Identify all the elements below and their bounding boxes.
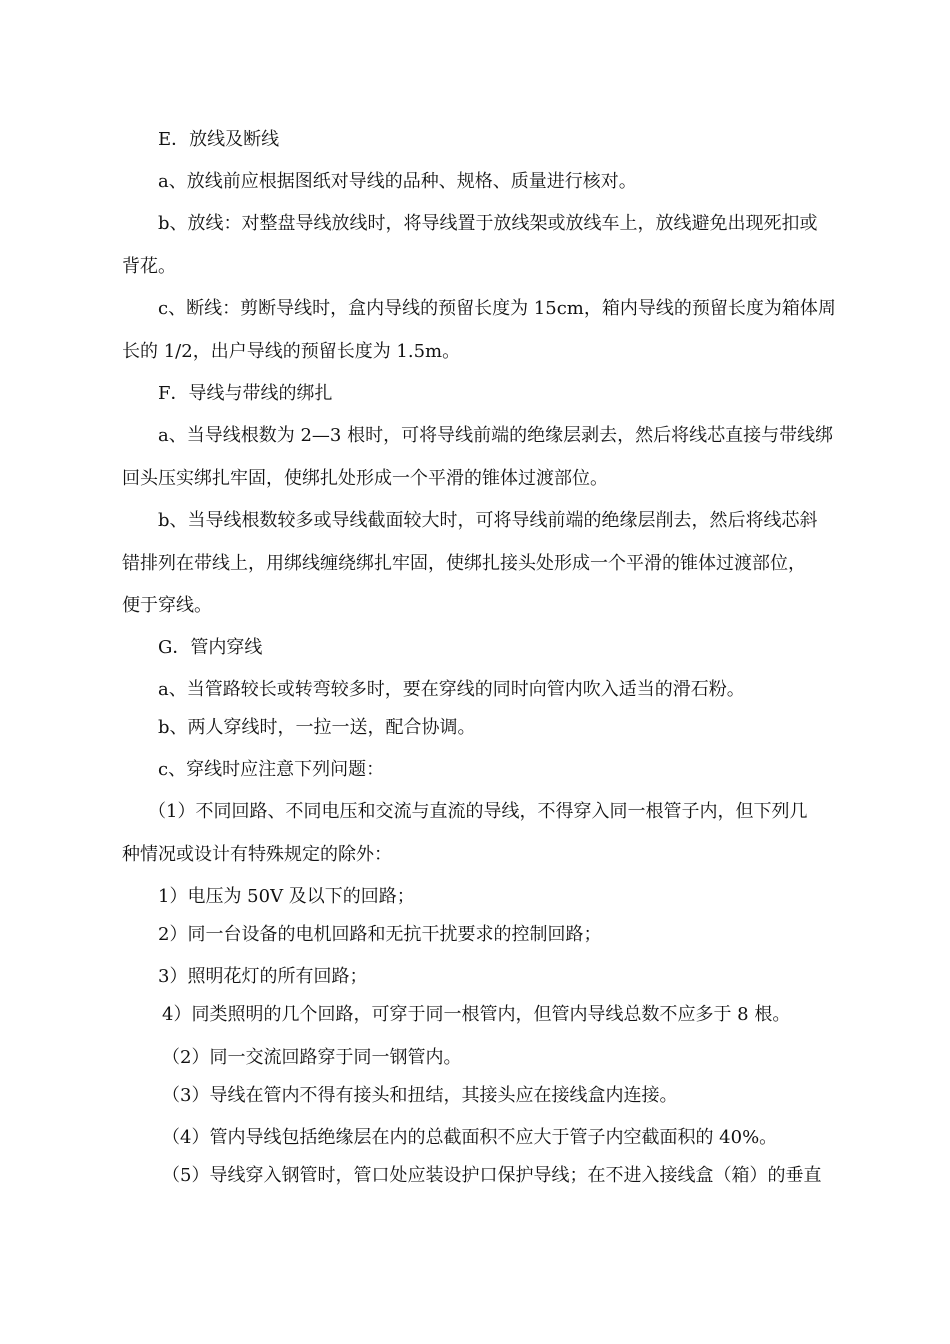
paragraph-line: 长的 1/2，出户导线的预留长度为 1.5m。 bbox=[122, 341, 461, 362]
paragraph-line: 便于穿线。 bbox=[122, 595, 212, 616]
list-item: 1）电压为 50V 及以下的回路； bbox=[158, 886, 415, 907]
list-item: （3）导线在管内不得有接头和扭结，其接头应在接线盒内连接。 bbox=[162, 1085, 678, 1106]
list-item: 3）照明花灯的所有回路； bbox=[158, 966, 368, 987]
paragraph-line: c、断线：剪断导线时，盒内导线的预留长度为 15cm，箱内导线的预留长度为箱体周 bbox=[158, 298, 836, 319]
paragraph-line: 背花。 bbox=[122, 256, 176, 277]
heading-g: G．管内穿线 bbox=[158, 637, 263, 658]
paragraph-line: （1）不同回路、不同电压和交流与直流的导线，不得穿入同一根管子内，但下列几 bbox=[148, 801, 808, 822]
paragraph-line: b、两人穿线时，一拉一送，配合协调。 bbox=[158, 717, 476, 738]
list-item: 2）同一台设备的电机回路和无抗干扰要求的控制回路； bbox=[158, 924, 602, 945]
paragraph-line: b、放线：对整盘导线放线时，将导线置于放线架或放线车上，放线避免出现死扣或 bbox=[158, 213, 818, 234]
list-item: （4）管内导线包括绝缘层在内的总截面积不应大于管子内空截面积的 40%。 bbox=[162, 1127, 778, 1148]
paragraph-line: 回头压实绑扎牢固，使绑扎处形成一个平滑的锥体过渡部位。 bbox=[122, 468, 608, 489]
paragraph-line: c、穿线时应注意下列问题： bbox=[158, 759, 385, 780]
heading-f: F．导线与带线的绑扎 bbox=[158, 383, 333, 404]
paragraph-line: a、放线前应根据图纸对导线的品种、规格、质量进行核对。 bbox=[158, 171, 637, 192]
list-item: （5）导线穿入钢管时，管口处应装设护口保护导线；在不进入接线盒（箱）的垂直 bbox=[162, 1165, 822, 1186]
heading-e: E．放线及断线 bbox=[158, 129, 280, 150]
paragraph-line: 错排列在带线上，用绑线缠绕绑扎牢固，使绑扎接头处形成一个平滑的锥体过渡部位， bbox=[122, 553, 806, 574]
paragraph-line: 种情况或设计有特殊规定的除外： bbox=[122, 844, 392, 865]
paragraph-line: b、当导线根数较多或导线截面较大时，可将导线前端的绝缘层削去，然后将线芯斜 bbox=[158, 510, 818, 531]
paragraph-line: a、当导线根数为 2—3 根时，可将导线前端的绝缘层剥去，然后将线芯直接与带线绑 bbox=[158, 425, 834, 446]
list-item: （2）同一交流回路穿于同一钢管内。 bbox=[162, 1047, 462, 1068]
list-item: 4）同类照明的几个回路，可穿于同一根管内，但管内导线总数不应多于 8 根。 bbox=[162, 1004, 791, 1025]
paragraph-line: a、当管路较长或转弯较多时，要在穿线的同时向管内吹入适当的滑石粉。 bbox=[158, 679, 745, 700]
